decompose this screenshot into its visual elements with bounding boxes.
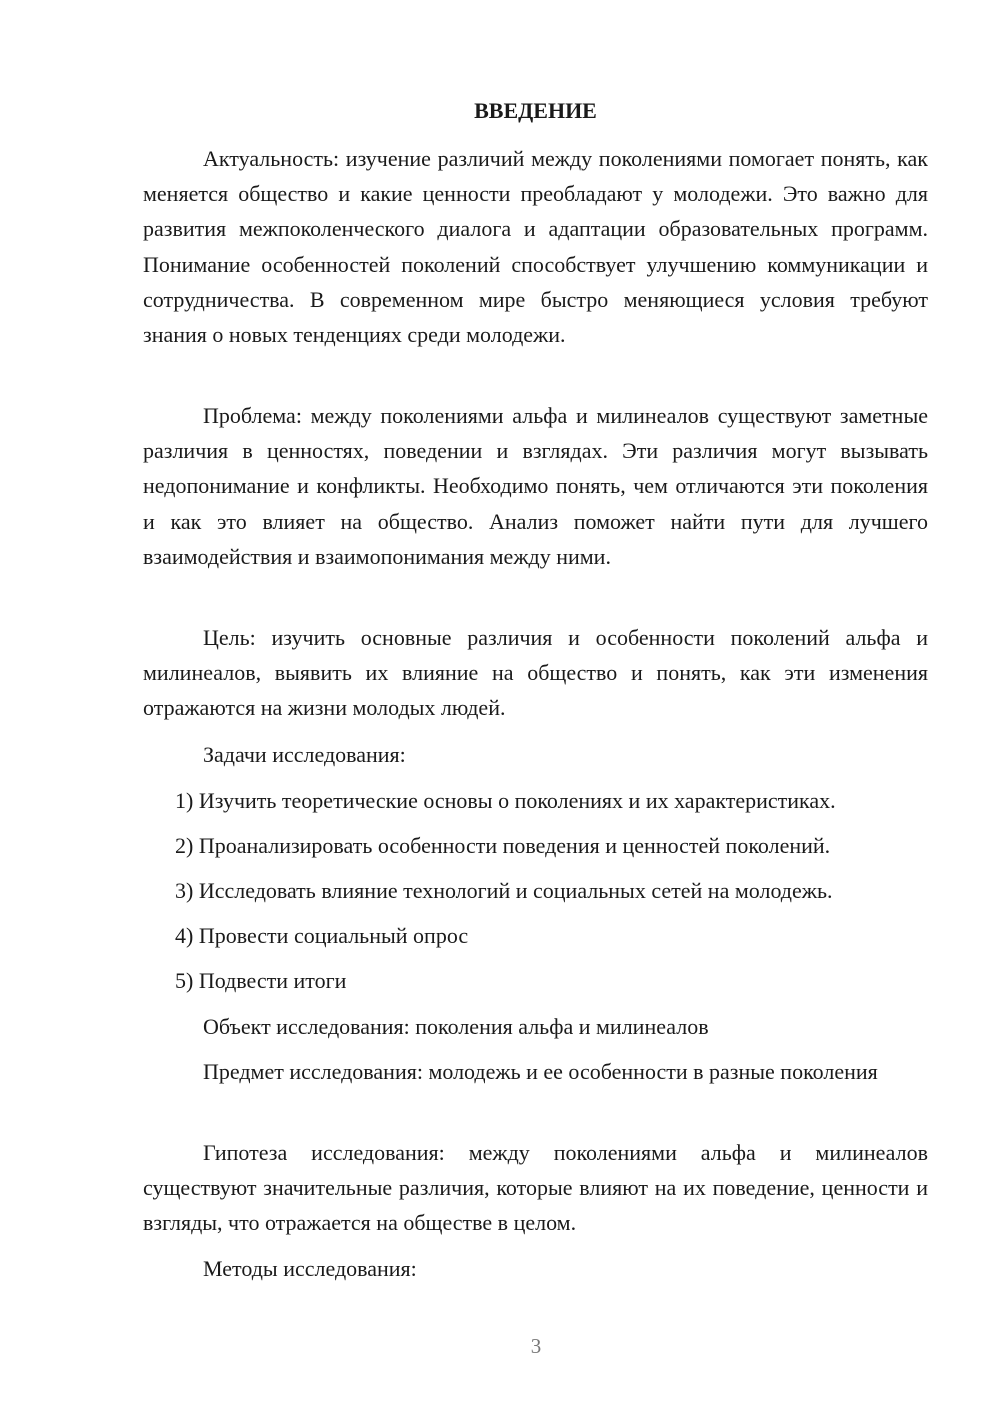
- paragraph-relevance: Актуальность: изучение различий между поколениями помогает понять, как меняется общество и какие ценности преобладают у молодежи. Это важно для развития межпоколенческого диалога и адаптации образовательных программ. Понимание особенностей поколений способствует улучшению коммуникации и сотрудничества. В современном мире быстро меняющиеся условия требуют знания о новых тенденциях среди молодежи.: [143, 146, 928, 348]
- paragraph-goal: Цель: изучить основные различия и особенности поколений альфа и милинеалов, выявить их влияние на общество и понять, как эти изменения отражаются на жизни молодых людей.: [143, 625, 928, 721]
- paragraph-hypothesis: Гипотеза исследования: между поколениями альфа и милинеалов существуют значительные различия, которые влияют на их поведение, ценности и взгляды, что отражается на обществе в целом.: [143, 1140, 928, 1236]
- paragraph-subject: Предмет исследования: молодежь и ее особенности в разные поколения: [203, 1059, 878, 1084]
- methods-heading: Методы исследования:: [203, 1256, 417, 1281]
- tasks-heading: Задачи исследования:: [203, 742, 406, 767]
- page-number: 3: [530, 1334, 542, 1358]
- paragraph-problem: Проблема: между поколениями альфа и милинеалов существуют заметные различия в ценностях, поведении и взглядах. Эти различия могут вызывать недопонимание и конфликты. Необходимо понять, чем отличаются эти поколения и как это влияет на общество. Анализ поможет найти пути для лучшего взаимодействия и взаимопонимания между ними.: [143, 403, 928, 569]
- task-item: 3) Исследовать влияние технологий и социальных сетей на молодежь.: [175, 878, 833, 903]
- task-item: 2) Проанализировать особенности поведения и ценностей поколений.: [175, 833, 831, 858]
- task-item: 1) Изучить теоретические основы о поколениях и их характеристиках.: [175, 788, 836, 813]
- task-item: 5) Подвести итоги: [175, 968, 347, 993]
- paragraph-object: Объект исследования: поколения альфа и милинеалов: [203, 1014, 709, 1039]
- task-item: 4) Провести социальный опрос: [175, 923, 469, 948]
- page-title: ВВЕДЕНИЕ: [474, 98, 597, 123]
